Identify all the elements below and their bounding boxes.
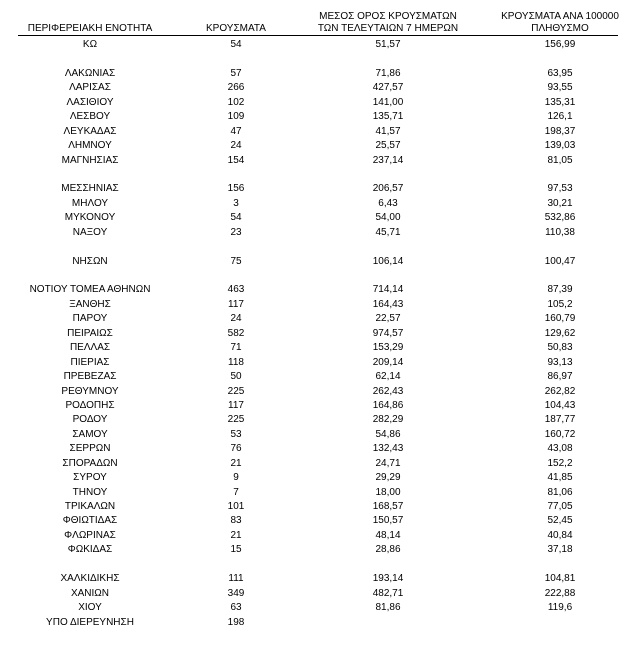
region-cell: ΝΗΣΩΝ xyxy=(72,255,108,267)
region-cell: ΧΑΛΚΙΔΙΚΗΣ xyxy=(60,573,120,585)
avg-7day-cell: 482,71 xyxy=(372,587,404,599)
avg-7day-cell: 282,29 xyxy=(372,414,404,426)
per-100k-cell: 77,05 xyxy=(547,501,573,512)
table-row xyxy=(0,457,642,471)
avg-7day-cell: 427,57 xyxy=(372,82,404,94)
region-cell: ΡΕΘΥΜΝΟΥ xyxy=(61,385,119,397)
table-row xyxy=(0,154,642,168)
per-100k-cell: 81,06 xyxy=(547,486,573,498)
region-cell: ΣΠΟΡΑΔΩΝ xyxy=(62,457,118,469)
avg-7day-cell: 48,14 xyxy=(375,529,401,541)
region-cell: ΝΑΞΟΥ xyxy=(72,226,108,238)
avg-7day-cell: 18,00 xyxy=(375,486,401,498)
avg-7day-cell: 71,86 xyxy=(375,67,401,79)
region-cell: ΤΗΝΟΥ xyxy=(72,486,108,498)
table-row xyxy=(0,312,642,326)
avg-7day-cell: 150,57 xyxy=(372,515,404,527)
region-cell: ΤΡΙΚΑΛΩΝ xyxy=(64,501,116,512)
table-row xyxy=(0,226,642,240)
spacer-row xyxy=(0,269,642,283)
cases-cell: 21 xyxy=(230,457,242,469)
per-100k-cell: 93,13 xyxy=(547,356,573,368)
per-100k-cell: 104,81 xyxy=(544,573,576,585)
avg-7day-cell: 24,71 xyxy=(375,457,401,469)
spacer-row xyxy=(0,240,642,254)
cases-cell: 111 xyxy=(228,573,244,585)
per-100k-cell: 100,47 xyxy=(544,255,576,267)
cases-cell: 463 xyxy=(227,284,245,296)
table-row xyxy=(0,601,642,615)
per-100k-cell: 43,08 xyxy=(547,443,573,455)
cases-cell: 76 xyxy=(230,443,242,455)
per-100k-cell: 198,37 xyxy=(544,125,576,137)
per-100k-cell: 63,95 xyxy=(547,67,573,79)
cases-cell: 50 xyxy=(230,371,242,383)
region-cell: ΣΥΡΟΥ xyxy=(73,472,107,484)
region-cell: ΠΑΡΟΥ xyxy=(72,313,108,325)
header-avg-line2: ΤΩΝ ΤΕΛΕΥΤΑΙΩΝ 7 ΗΜΕΡΩΝ xyxy=(317,23,459,34)
per-100k-cell: 104,43 xyxy=(544,399,576,411)
spacer-row xyxy=(0,558,642,572)
table-row xyxy=(0,211,642,225)
region-cell: ΡΟΔΟΥ xyxy=(72,414,108,426)
avg-7day-cell: 54,86 xyxy=(375,428,401,440)
per-100k-cell: 87,39 xyxy=(547,284,573,296)
avg-7day-cell: 206,57 xyxy=(372,183,404,195)
cases-cell: 102 xyxy=(227,96,245,108)
table-row xyxy=(0,500,642,514)
table-row xyxy=(0,370,642,384)
header-per-line1: ΚΡΟΥΣΜΑΤΑ ΑΝΑ 100000 xyxy=(501,11,619,22)
cases-cell: 7 xyxy=(233,486,239,498)
table-row xyxy=(0,471,642,485)
cases-cell: 349 xyxy=(227,587,245,599)
cases-cell: 54 xyxy=(230,212,242,224)
avg-7day-cell: 714,14 xyxy=(372,284,404,296)
cases-cell: 3 xyxy=(233,197,239,209)
avg-7day-cell: 164,86 xyxy=(372,399,404,411)
table-row xyxy=(0,428,642,442)
avg-7day-cell: 193,14 xyxy=(372,573,404,585)
avg-7day-cell: 141,00 xyxy=(372,96,404,108)
avg-7day-cell: 974,57 xyxy=(372,327,404,339)
avg-7day-cell: 51,57 xyxy=(375,39,401,50)
cases-cell: 24 xyxy=(230,140,242,152)
avg-7day-cell: 132,43 xyxy=(372,443,404,455)
table-row xyxy=(0,442,642,456)
avg-7day-cell: 29,29 xyxy=(375,472,401,484)
cases-cell: 71 xyxy=(230,342,242,354)
avg-7day-cell: 54,00 xyxy=(375,212,401,224)
region-cell: ΣΑΜΟΥ xyxy=(72,428,108,440)
per-100k-cell: 86,97 xyxy=(547,371,573,383)
spacer-row xyxy=(0,168,642,182)
per-100k-cell: 119,6 xyxy=(547,602,573,614)
region-cell: ΛΑΡΙΣΑΣ xyxy=(69,82,111,94)
per-100k-cell: 40,84 xyxy=(547,529,573,541)
cases-cell: 54 xyxy=(230,39,242,50)
cases-cell: 75 xyxy=(230,255,242,267)
header-divider xyxy=(18,35,618,36)
avg-7day-cell: 153,29 xyxy=(372,342,404,354)
avg-7day-cell: 62,14 xyxy=(375,371,401,383)
region-cell: ΠΡΕΒΕΖΑΣ xyxy=(63,371,117,383)
cases-cell: 53 xyxy=(230,428,242,440)
per-100k-cell: 105,2 xyxy=(547,298,573,310)
cases-cell: 118 xyxy=(228,356,244,368)
table-row xyxy=(0,125,642,139)
cases-cell: 266 xyxy=(227,82,245,94)
per-100k-cell: 532,86 xyxy=(544,212,576,224)
cases-cell: 117 xyxy=(228,399,244,411)
table-row xyxy=(0,572,642,586)
table-row xyxy=(0,587,642,601)
table-row xyxy=(0,283,642,297)
per-100k-cell: 81,05 xyxy=(547,154,573,166)
region-cell: ΠΙΕΡΙΑΣ xyxy=(70,356,110,368)
region-cell: ΚΩ xyxy=(82,39,98,50)
per-100k-cell: 50,83 xyxy=(547,342,573,354)
table-row xyxy=(0,110,642,124)
region-cell: ΠΕΙΡΑΙΩΣ xyxy=(67,327,113,339)
cases-cell: 23 xyxy=(230,226,242,238)
table-row xyxy=(0,81,642,95)
cases-cell: 198 xyxy=(227,616,245,628)
table-row xyxy=(0,413,642,427)
per-100k-cell: 41,85 xyxy=(547,472,573,484)
region-cell: ΛΗΜΝΟΥ xyxy=(68,140,112,152)
header-avg-line1: ΜΕΣΟΣ ΟΡΟΣ ΚΡΟΥΣΜΑΤΩΝ xyxy=(319,11,457,22)
cases-cell: 156 xyxy=(227,183,245,195)
region-cell: ΜΗΛΟΥ xyxy=(71,197,109,209)
per-100k-cell: 93,55 xyxy=(547,82,573,94)
table-row xyxy=(0,38,642,52)
table-body xyxy=(0,38,642,630)
table-row xyxy=(0,182,642,196)
avg-7day-cell: 6,43 xyxy=(378,197,398,209)
cases-cell: 57 xyxy=(230,67,242,79)
region-cell: ΦΛΩΡΙΝΑΣ xyxy=(64,529,116,541)
avg-7day-cell: 22,57 xyxy=(375,313,401,325)
table-row xyxy=(0,327,642,341)
region-cell: ΦΩΚΙΔΑΣ xyxy=(67,544,113,556)
avg-7day-cell: 262,43 xyxy=(372,385,404,397)
cases-cell: 15 xyxy=(230,544,242,556)
per-100k-cell: 160,72 xyxy=(544,428,576,440)
region-cell: ΦΘΙΩΤΙΔΑΣ xyxy=(62,515,118,527)
region-cell: ΠΕΛΛΑΣ xyxy=(69,342,111,354)
per-100k-cell: 129,62 xyxy=(544,327,576,339)
cases-cell: 109 xyxy=(227,111,245,123)
table-row xyxy=(0,529,642,543)
cases-cell: 9 xyxy=(233,472,239,484)
avg-7day-cell: 41,57 xyxy=(375,125,401,137)
table-row xyxy=(0,139,642,153)
per-100k-cell: 152,2 xyxy=(547,457,573,469)
table-row xyxy=(0,96,642,110)
cases-cell: 83 xyxy=(230,515,242,527)
table-row xyxy=(0,616,642,630)
region-cell: ΜΥΚΟΝΟΥ xyxy=(64,212,116,224)
avg-7day-cell: 25,57 xyxy=(375,140,401,152)
per-100k-cell: 187,77 xyxy=(544,414,576,426)
table-row xyxy=(0,385,642,399)
cases-cell: 225 xyxy=(227,385,245,397)
cases-cell: 225 xyxy=(227,414,245,426)
per-100k-cell: 126,1 xyxy=(547,111,573,123)
avg-7day-cell: 106,14 xyxy=(372,255,404,267)
table-row xyxy=(0,298,642,312)
per-100k-cell: 37,18 xyxy=(547,544,573,556)
region-cell: ΜΕΣΣΗΝΙΑΣ xyxy=(61,183,119,195)
table-row xyxy=(0,399,642,413)
avg-7day-cell: 164,43 xyxy=(372,298,404,310)
per-100k-cell: 160,79 xyxy=(544,313,576,325)
table-row xyxy=(0,543,642,557)
avg-7day-cell: 209,14 xyxy=(372,356,404,368)
table-row xyxy=(0,67,642,81)
region-cell: ΛΑΣΙΘΙΟΥ xyxy=(66,96,114,108)
region-cell: ΧΙΟΥ xyxy=(78,602,102,614)
avg-7day-cell: 135,71 xyxy=(372,111,404,123)
region-cell: ΝΟΤΙΟΥ ΤΟΜΕΑ ΑΘΗΝΩΝ xyxy=(29,284,151,296)
cases-cell: 47 xyxy=(230,125,242,137)
cases-cell: 117 xyxy=(228,298,244,310)
cases-cell: 63 xyxy=(230,602,242,614)
table-row xyxy=(0,486,642,500)
region-cell: ΧΑΝΙΩΝ xyxy=(70,587,110,599)
per-100k-cell: 97,53 xyxy=(547,183,573,195)
per-100k-cell: 262,82 xyxy=(544,385,576,397)
table-row xyxy=(0,255,642,269)
spacer-row xyxy=(0,52,642,66)
avg-7day-cell: 45,71 xyxy=(375,226,401,238)
region-cell: ΡΟΔΟΠΗΣ xyxy=(65,399,115,411)
per-100k-cell: 110,38 xyxy=(545,226,575,238)
header-cases: ΚΡΟΥΣΜΑΤΑ xyxy=(206,23,266,34)
cases-cell: 582 xyxy=(227,327,245,339)
header-region: ΠΕΡΙΦΕΡΕΙΑΚΗ ΕΝΟΤΗΤΑ xyxy=(27,23,153,34)
table-row xyxy=(0,197,642,211)
region-cell: ΥΠΟ ΔΙΕΡΕΥΝΗΣΗ xyxy=(46,616,134,628)
per-100k-cell: 222,88 xyxy=(544,587,576,599)
region-cell: ΣΕΡΡΩΝ xyxy=(69,443,111,455)
per-100k-cell: 135,31 xyxy=(544,96,576,108)
cases-cell: 24 xyxy=(230,313,242,325)
avg-7day-cell: 81,86 xyxy=(375,602,401,614)
avg-7day-cell: 237,14 xyxy=(372,154,404,166)
cases-cell: 21 xyxy=(230,529,242,541)
table-row xyxy=(0,514,642,528)
per-100k-cell: 30,21 xyxy=(547,197,573,209)
region-cell: ΞΑΝΘΗΣ xyxy=(69,298,111,310)
table-row xyxy=(0,341,642,355)
region-cell: ΛΕΣΒΟΥ xyxy=(69,111,111,123)
region-cell: ΜΑΓΝΗΣΙΑΣ xyxy=(61,154,119,166)
cases-cell: 154 xyxy=(227,154,245,166)
region-cell: ΛΑΚΩΝΙΑΣ xyxy=(64,67,116,79)
per-100k-cell: 139,03 xyxy=(544,140,576,152)
per-100k-cell: 156,99 xyxy=(544,39,576,50)
cases-cell: 101 xyxy=(227,501,245,512)
region-cell: ΛΕΥΚΑΔΑΣ xyxy=(63,125,117,137)
table-row xyxy=(0,356,642,370)
avg-7day-cell: 168,57 xyxy=(372,501,404,512)
header-per-line2: ΠΛΗΘΥΣΜΟ xyxy=(531,23,589,34)
avg-7day-cell: 28,86 xyxy=(375,544,401,556)
per-100k-cell: 52,45 xyxy=(547,515,573,527)
